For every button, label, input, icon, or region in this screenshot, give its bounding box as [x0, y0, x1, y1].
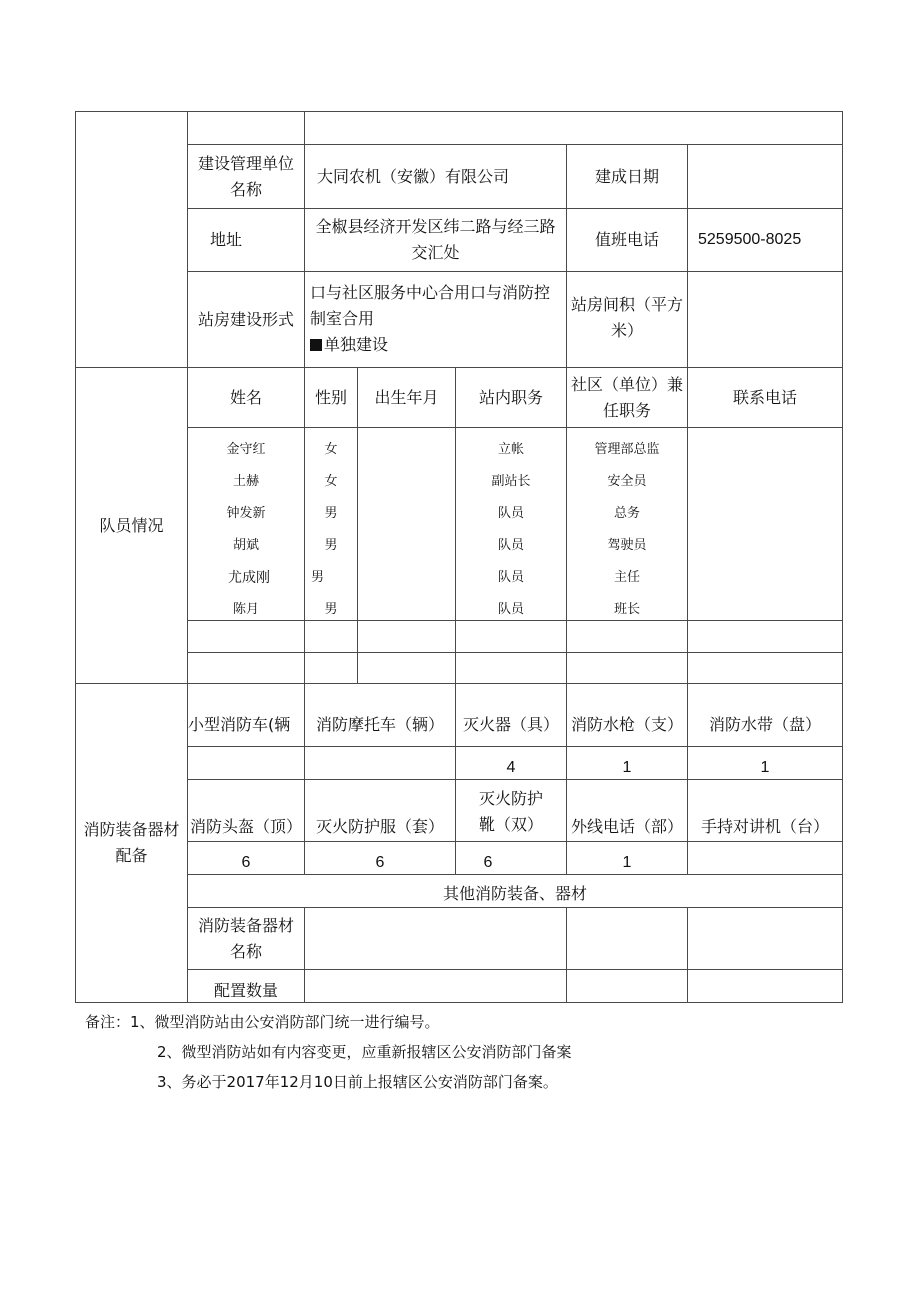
note-2: 2、微型消防站如有内容变更，应重新报辖区公安消防部门备案 — [157, 1043, 572, 1061]
mgmt-unit-value: 大同农机（安徽）有限公司 — [317, 166, 510, 186]
member-name: 钟发新 — [226, 506, 266, 521]
header-gender: 性别 — [314, 387, 347, 407]
member-role: 管理部总监 — [594, 442, 660, 457]
equip-label-protective-suit: 灭火防护服（套） — [315, 817, 444, 836]
member-phone — [688, 498, 842, 530]
equip-value-protective-boots: 6 — [483, 854, 493, 871]
header-name: 姓名 — [229, 387, 262, 407]
member-gender: 男 — [324, 538, 338, 553]
member-role: 班长 — [613, 602, 640, 617]
equip-label-protective-boots: 灭火防护靴（双） — [478, 789, 543, 834]
equipment-section-label: 消防装备器材配备 — [83, 820, 180, 865]
member-phone — [688, 562, 842, 594]
member-birth — [358, 530, 455, 562]
equip-label-helmet: 消防头盔（顶） — [189, 817, 302, 836]
member-gender: 男 — [311, 570, 325, 585]
duty-phone-label: 值班电话 — [594, 230, 659, 249]
duty-phone-value: 5259500-8025 — [698, 231, 802, 248]
other-equipment-name-label: 消防装备器材名称 — [197, 915, 294, 961]
equip-value-hose: 1 — [760, 759, 770, 776]
member-birth — [358, 466, 455, 498]
member-role: 总务 — [613, 506, 640, 521]
header-duty: 站内职务 — [478, 387, 543, 407]
note-3: 3、务必于2017年12月10日前上报辖区公安消防部门备案。 — [157, 1073, 558, 1091]
member-duty: 队员 — [497, 506, 524, 521]
member-name: 金守红 — [226, 442, 266, 457]
equip-value-external-phone: 1 — [622, 854, 632, 871]
equip-label-extinguisher: 灭火器（具） — [462, 715, 559, 734]
build-date-label: 建成日期 — [594, 166, 659, 186]
equip-value-walkie-talkie — [688, 848, 842, 878]
member-phone — [688, 594, 842, 626]
member-name: 胡斌 — [232, 538, 259, 553]
member-birth — [358, 434, 455, 466]
equip-value-fire-motorcycle — [305, 752, 455, 784]
header-phone: 联系电话 — [732, 387, 797, 407]
member-phone — [688, 530, 842, 562]
member-role: 主任 — [613, 570, 640, 585]
mgmt-unit-label: 建设管理单位名称 — [197, 153, 294, 199]
member-duty: 队员 — [497, 538, 524, 553]
member-gender: 男 — [324, 506, 338, 521]
member-role: 驾驶员 — [607, 538, 647, 553]
build-date-value — [688, 145, 842, 208]
equip-value-protective-suit: 6 — [375, 854, 385, 871]
member-name: 陈月 — [232, 602, 259, 617]
construction-form-label: 站房建设形式 — [197, 309, 294, 329]
member-duty: 副站长 — [491, 474, 531, 489]
construction-form-options — [310, 280, 562, 358]
member-duty: 立帐 — [497, 442, 524, 457]
address-value: 全椒县经济开发区纬二路与经三路交汇处 — [315, 217, 556, 262]
member-phone — [688, 434, 842, 466]
member-phone — [688, 466, 842, 498]
equip-label-walkie-talkie: 手持对讲机（台） — [700, 817, 829, 836]
member-duty: 队员 — [497, 602, 524, 617]
equip-value-extinguisher: 4 — [506, 759, 516, 776]
equip-value-helmet: 6 — [241, 854, 251, 871]
member-birth — [358, 562, 455, 594]
member-birth — [358, 498, 455, 530]
address-label: 地址 — [209, 230, 242, 249]
equip-label-fire-motorcycle: 消防摩托车（辆） — [315, 715, 444, 734]
equip-value-small-fire-truck — [188, 752, 304, 784]
form-option-standalone — [310, 332, 562, 358]
member-role: 安全员 — [607, 474, 647, 489]
member-gender: 女 — [324, 442, 338, 457]
equip-label-small-fire-truck: 小型消防车(辆 — [188, 715, 291, 734]
form-option-standalone-label: 单独建设 — [324, 335, 389, 354]
equip-value-water-gun: 1 — [622, 759, 632, 776]
equip-label-external-phone: 外线电话（部） — [570, 817, 683, 836]
member-name: 尤成刚 — [228, 570, 270, 586]
station-area-label: 站房间积（平方米） — [571, 295, 684, 340]
member-name: 土赫 — [232, 474, 259, 489]
checked-box-icon — [310, 339, 322, 351]
header-birth: 出生年月 — [374, 387, 439, 407]
note-1: 备注：1、微型消防站由公安消防部门统一进行编号。 — [85, 1013, 440, 1031]
member-gender: 男 — [324, 602, 338, 617]
member-gender: 女 — [324, 474, 338, 489]
other-equipment-qty-label: 配置数量 — [213, 981, 278, 1000]
members-section-label: 队员情况 — [99, 515, 164, 535]
form-option-shared: 口与社区服务中心合用口与消防控制室合用 — [310, 283, 551, 328]
equip-label-water-gun: 消防水枪（支） — [570, 715, 683, 734]
other-equipment-title: 其他消防装备、器材 — [442, 884, 587, 903]
header-community-role: 社区（单位）兼任职务 — [570, 375, 683, 420]
member-duty: 队员 — [497, 570, 524, 585]
equip-label-hose: 消防水带（盘） — [708, 715, 821, 734]
member-birth — [358, 594, 455, 626]
